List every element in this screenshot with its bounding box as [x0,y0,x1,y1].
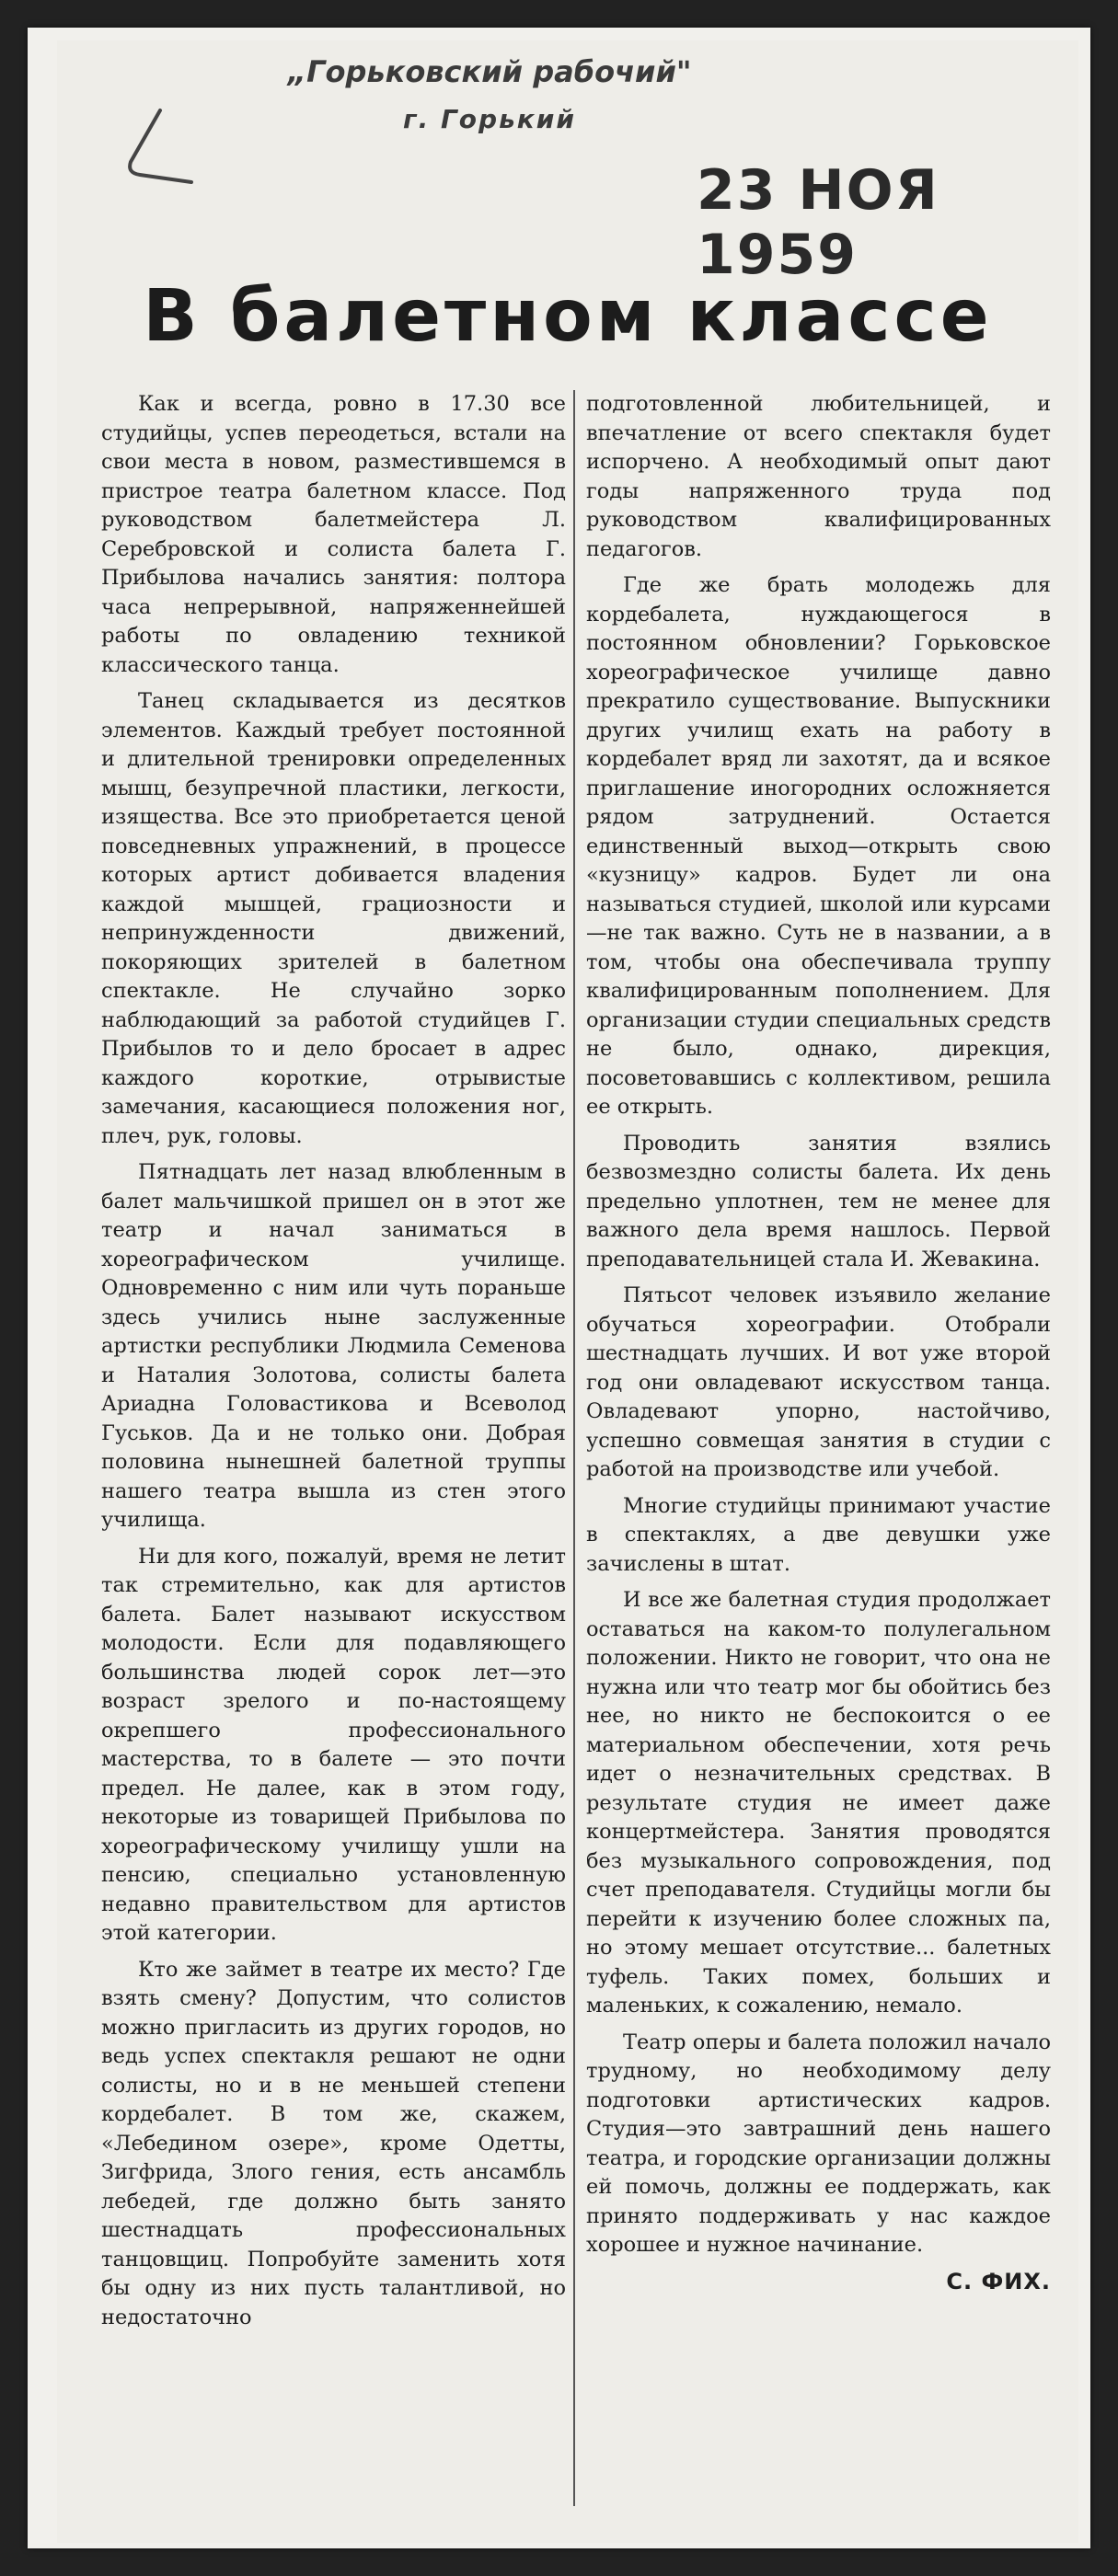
newspaper-name: „Горьковский рабочий" [287,54,692,89]
paragraph: Кто же займет в театре их место? Где взять смену? Допустим, что солистов можно пригласить из других городов, но ведь успех спектакля решают не одни солисты, но и в не меньшей степени кордебалет. В том же, скажем, «Лебедином озере», кроме Одетты, Зигфрида, Злого гения, есть ансамбль лебедей, где должно быть занято шестнадцать профессиональных танцовщиц. Попробуйте заменить хотя бы одну из них пусть талантливой, но недостаточно [101,1957,566,2329]
author-signature: С. ФИХ. [946,2268,1051,2294]
right-column [586,390,1051,2506]
paragraph-continued: подготовленной любительницей, и впечатление от всего спектакля будет испорчено. А необходимый опыт дают годы напряженного труда под руководством квалифицированных педагогов. [586,392,1051,561]
paragraph: И все же балетная студия продолжает оставаться на каком-то полулегальном положении. Никто не говорит, что она не нужна или что театр мог бы обойтись без нее, но никто не беспокоится о ее материальном обеспечении, хотя речь идет о незначительных средствах. В результате студия не имеет даже концертмейстера. Занятия проводятся без музыкального сопровождения, под счет преподавателя. Студийцы могли бы перейти к изучению более сложных па, но этому мешает отсутствие... балетных туфель. Таких помех, больших и маленьких, к сожалению, немало. [586,1588,1051,2018]
paragraph: Танец складывается из десятков элементов. Каждый требует постоянной и длительной тренировки определенных мышц, безупречной пластики, легкости, изящества. Все это приобретается ценой повседневных упражнений, в процессе которых артист добивается владения каждой мышцей, грациозности и непринужденности движений, покоряющих зрителей в балетном спектакле. Не случайно зорко наблюдающий за работой студийцев Г. Прибылов то и дело бросает в адрес каждого короткие, отрывистые замечания, касающиеся положения ног, плеч, рук, головы. [101,689,566,1148]
paragraph: Как и всегда, ровно в 17.30 все студийцы, успев переодеться, встали на свои места в новом, разместившемся в пристрое театра балетном классе. Под руководством балетмейстера Л. Серебровской и солиста балета Г. Прибылова начались занятия: полтора часа непрерывной, напряженнейшей работы по овладению техникой классического танца. [101,392,566,677]
article-body [101,390,1051,2506]
source-note [269,48,710,144]
article-title: В балетном классе [143,275,993,358]
paragraph: Проводить занятия взялись безвозмездно солисты балета. Их день предельно уплотнен, тем не менее для важного дела время нашлось. Первой преподавательницей стала И. Жевакина. [586,1131,1051,1271]
paragraph: Театр оперы и балета положил начало трудному, но необходимому делу подготовки артистических кадров. Студия—это завтрашний день нашего театра, и городские организации должны ей помочь, должны ее поддержать, как принято поддерживать у нас каждое хорошее и нужное начинание. [586,2030,1051,2257]
paragraph: Пятьсот человек изъявило желание обучаться хореографии. Отобрали шестнадцать лучших. И вот уже второй год они овладевают искусством танца. Овладевают упорно, настойчиво, успешно совмещая занятия в студии с работой на производстве или учебой. [586,1283,1051,1481]
pencil-mark-icon [103,105,204,206]
newspaper-clipping [57,40,1078,2543]
city-name: г. Горький [402,104,577,134]
paragraph: Пятнадцать лет назад влюбленным в балет мальчишкой пришел он в этот же театр и начал заниматься в хореографическом училище. Одновременно с ним или чуть пораньше здесь учились ныне заслуженные артистки республики Людмила Семенова и Наталия Золотова, солисты балета Ариадна Головастикова и Всеволод Гуськов. Да и не только они. Добрая половина нынешней балетной труппы нашего театра вышла из стен этого училища. [101,1160,566,1532]
column-divider [573,390,575,2506]
date-stamp: 23 НОЯ 1959 [697,158,939,287]
left-column [101,390,566,2506]
paragraph: Ни для кого, пожалуй, время не летит так стремительно, как для артистов балета. Балет называют искусством молодости. Если для подавляющего большинства людей сорок лет—это возраст зрелого и по-настоящему окрепшего профессионального мастерства, то в балете — это почти предел. Не далее, как в этом году, некоторые из товарищей Прибылова по хореографическому училищу ушли на пенсию, специально установленную недавно правительством для артистов этой категории. [101,1544,566,1945]
paragraph: Где же брать молодежь для кордебалета, нуждающегося в постоянном обновлении? Горьковское хореографическое училище давно прекратило существование. Выпускники других училищ ехать на работу в кордебалет вряд ли захотят, да и всякое приглашение иногородних осложняется рядом затруднений. Остается единственный выход—открыть свою «кузницу» кадров. Будет ли она называться студией, школой или курсами—не так важно. Суть не в названии, а в том, чтобы она обеспечивала труппу квалифицированным пополнением. Для организации студии специальных средств не было, однако, дирекция, посоветовавшись с коллективом, решила ее открыть. [586,573,1051,1119]
paragraph: Многие студийцы принимают участие в спектаклях, а две девушки уже зачислены в штат. [586,1493,1051,1576]
